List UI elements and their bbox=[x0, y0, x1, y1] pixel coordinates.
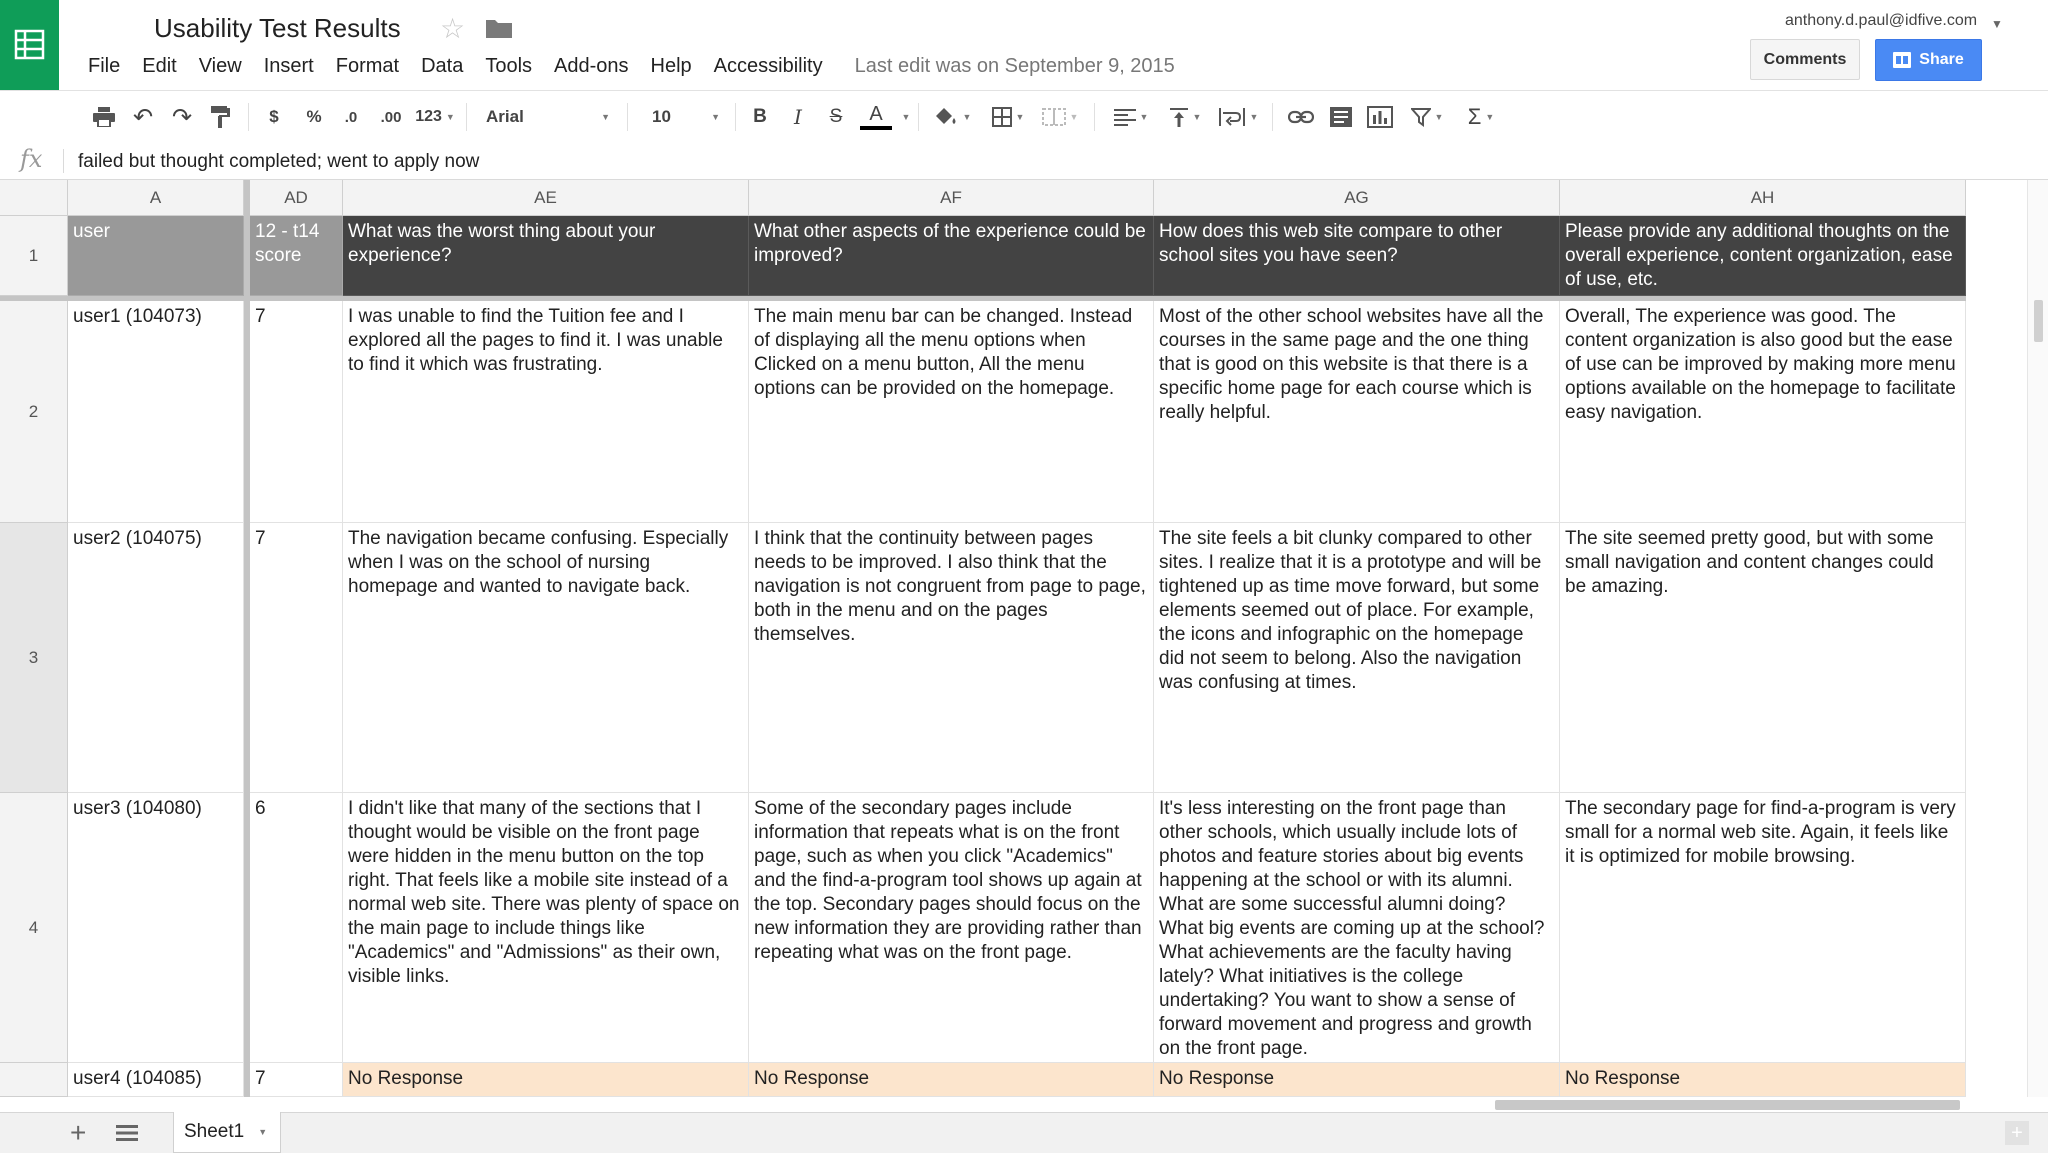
decrease-decimals-button[interactable]: .0 bbox=[344, 108, 358, 126]
toolbar bbox=[0, 90, 2048, 144]
text-color-button[interactable] bbox=[858, 91, 894, 143]
cell-header-worst-thing[interactable]: What was the worst thing about your experience? bbox=[343, 216, 749, 296]
text-color-chevron-down-icon[interactable]: ▼ bbox=[901, 112, 911, 122]
cell-header-user[interactable]: user bbox=[68, 216, 244, 296]
font-family-value: Arial bbox=[486, 107, 524, 126]
function-fx-icon: fx bbox=[20, 145, 43, 173]
italic-button[interactable]: I bbox=[794, 105, 802, 129]
cell-worst-thing[interactable]: I was unable to find the Tuition fee and I explored all the pages to find it. I was unable to find it which was frustrating. bbox=[343, 301, 749, 523]
menu-format[interactable]: Format bbox=[335, 54, 400, 77]
text-color-swatch bbox=[860, 126, 892, 130]
share-button[interactable] bbox=[1875, 39, 1982, 81]
frozen-row-divider[interactable] bbox=[0, 296, 1966, 301]
row-header-3[interactable]: 3 bbox=[0, 523, 68, 793]
functions-button[interactable]: Σ ▼ bbox=[1467, 104, 1495, 129]
cell-additional-thoughts[interactable]: The site seemed pretty good, but with some small navigation and content changes could be amazing. bbox=[1560, 523, 1966, 793]
cell-comparison[interactable]: Most of the other school websites have all the courses in the same page and the one thing that is good on this website is that there is a specific home page for each course which is really helpful. bbox=[1154, 301, 1560, 523]
comments-button[interactable]: Comments bbox=[1750, 39, 1860, 80]
cell-improvements[interactable]: Some of the secondary pages include information that repeats what is on the front page, such as when you click "Academics" and the find-a-program tool shows up again at the top. Secondary pages should focus on the new information they are providing rather than repeating what was on the front page. bbox=[749, 793, 1154, 1063]
all-sheets-menu-icon[interactable] bbox=[116, 1125, 138, 1146]
vertical-scrollbar[interactable] bbox=[2027, 180, 2048, 1097]
cell-additional-thoughts[interactable]: No Response bbox=[1560, 1063, 1966, 1097]
chevron-down-icon: ▼ bbox=[711, 112, 720, 122]
cell-improvements[interactable]: The main menu bar can be changed. Instead of displaying all the menu options when Clicked on a menu button, All the menu options can be provided on the homepage. bbox=[749, 301, 1154, 523]
cell-user[interactable]: user2 (104075) bbox=[68, 523, 244, 793]
folder-icon[interactable] bbox=[486, 18, 512, 43]
increase-decimals-button[interactable]: .00 bbox=[380, 108, 402, 126]
percent-format-button[interactable]: % bbox=[306, 107, 322, 126]
share-label: Share bbox=[1919, 51, 1964, 68]
chevron-down-icon[interactable]: ▼ bbox=[258, 1127, 268, 1137]
cell-score[interactable]: 7 bbox=[250, 523, 343, 793]
insert-link-icon[interactable] bbox=[1286, 91, 1316, 143]
vertical-align-icon[interactable]: ▼ bbox=[1162, 91, 1208, 143]
row-header-1[interactable]: 1 bbox=[0, 216, 68, 296]
account-email[interactable]: anthony.d.paul@idfive.com bbox=[1785, 12, 1978, 29]
menu-add-ons[interactable]: Add-ons bbox=[554, 54, 629, 77]
menu-edit[interactable]: Edit bbox=[142, 54, 177, 77]
cell-worst-thing[interactable]: No Response bbox=[343, 1063, 749, 1097]
vertical-scrollbar-thumb[interactable] bbox=[2034, 300, 2043, 342]
cell-header-improvements[interactable]: What other aspects of the experience could be improved? bbox=[749, 216, 1154, 296]
star-icon[interactable]: ☆ bbox=[440, 13, 466, 44]
horizontal-scrollbar[interactable] bbox=[1480, 1097, 2027, 1111]
account-chevron-down-icon[interactable]: ▼ bbox=[1991, 17, 2003, 31]
formula-input[interactable]: failed but thought completed; went to apply now bbox=[78, 151, 480, 172]
cell-header-additional-thoughts[interactable]: Please provide any additional thoughts on the overall experience, content organization, ease of use, etc. bbox=[1560, 216, 1966, 296]
font-size-value: 10 bbox=[652, 107, 671, 126]
add-sheet-button[interactable]: + bbox=[70, 1117, 87, 1148]
chevron-down-icon: ▼ bbox=[601, 112, 610, 122]
select-all-corner[interactable] bbox=[0, 180, 68, 216]
bold-button[interactable]: B bbox=[753, 106, 767, 127]
font-family-select[interactable] bbox=[480, 91, 610, 143]
row-header-2[interactable]: 2 bbox=[0, 301, 68, 523]
sheet-bar bbox=[0, 1112, 2048, 1153]
sheet-tab-label: Sheet1 bbox=[184, 1121, 245, 1142]
merge-cells-icon[interactable]: ▼ bbox=[1036, 91, 1084, 143]
menu-bar bbox=[88, 54, 1175, 78]
paint-format-icon[interactable] bbox=[207, 91, 235, 143]
column-header-ag[interactable]: AG bbox=[1154, 180, 1560, 216]
menu-file[interactable]: File bbox=[88, 54, 121, 77]
cell-header-comparison[interactable]: How does this web site compare to other school sites you have seen? bbox=[1154, 216, 1560, 296]
cell-worst-thing[interactable]: The navigation became confusing. Especially when I was on the school of nursing homepage and wanted to navigate back. bbox=[343, 523, 749, 793]
menu-tools[interactable]: Tools bbox=[485, 54, 533, 77]
document-title[interactable]: Usability Test Results bbox=[154, 13, 401, 43]
more-formats-button[interactable] bbox=[412, 91, 458, 143]
text-color-label: A bbox=[869, 103, 883, 125]
cell-score[interactable]: 7 bbox=[250, 301, 343, 523]
horizontal-scrollbar-thumb[interactable] bbox=[1495, 1100, 1960, 1110]
cell-comparison[interactable]: It's less interesting on the front page than other schools, which usually include lots of photos and feature stories about big events happening at the school or with its alumni. What are some successful alumni doing? What big events are coming up at the school? What achievements are the faculty having lately? What initiatives is the college undertaking? You want to show a sense of forward movement and progress and growth on the front page. bbox=[1154, 793, 1560, 1063]
cell-user[interactable]: user1 (104073) bbox=[68, 301, 244, 523]
row-header-4[interactable]: 4 bbox=[0, 793, 68, 1063]
menu-accessibility[interactable]: Accessibility bbox=[713, 54, 823, 77]
column-header-ae[interactable]: AE bbox=[343, 180, 749, 216]
font-size-select[interactable] bbox=[640, 91, 720, 143]
chevron-down-icon: ▼ bbox=[445, 112, 455, 122]
cell-comparison[interactable]: The site feels a bit clunky compared to other sites. I realize that it is a prototype and will be tightened up as time move forward, but some elements seemed out of place. For example, the icons and infographic on the homepage did not seem to belong. Also the navigation was confusing at times. bbox=[1154, 523, 1560, 793]
row-header-5[interactable] bbox=[0, 1063, 68, 1097]
cell-additional-thoughts[interactable]: Overall, The experience was good. The content organization is also good but the ease of use can be improved by making more menu options available on the homepage to facilitate easy navigation. bbox=[1560, 301, 1966, 523]
lock-people-icon bbox=[1893, 52, 1911, 68]
menu-insert[interactable]: Insert bbox=[263, 54, 314, 77]
undo-icon[interactable]: ↶ bbox=[132, 103, 154, 131]
menu-view[interactable]: View bbox=[198, 54, 242, 77]
menu-data[interactable]: Data bbox=[421, 54, 464, 77]
redo-icon[interactable]: ↷ bbox=[171, 103, 193, 131]
cell-user[interactable]: user4 (104085) bbox=[68, 1063, 244, 1097]
cell-improvements[interactable]: No Response bbox=[749, 1063, 1154, 1097]
cell-user[interactable]: user3 (104080) bbox=[68, 793, 244, 1063]
last-edit-status[interactable]: Last edit was on September 9, 2015 bbox=[854, 54, 1175, 77]
insert-chart-icon[interactable] bbox=[1364, 91, 1396, 143]
frozen-column-divider[interactable] bbox=[244, 180, 250, 1097]
fill-color-icon[interactable]: ▼ bbox=[928, 91, 976, 143]
cell-score[interactable]: 7 bbox=[250, 1063, 343, 1097]
cell-comparison[interactable]: No Response bbox=[1154, 1063, 1560, 1097]
print-icon[interactable] bbox=[90, 91, 118, 143]
borders-icon[interactable]: ▼ bbox=[984, 91, 1032, 143]
cell-improvements[interactable]: I think that the continuity between pages needs to be improved. I also think that the navigation is not congruent from page to page, both in the menu and on the pages themselves. bbox=[749, 523, 1154, 793]
horizontal-align-icon[interactable]: ▼ bbox=[1108, 91, 1154, 143]
sheet-tab-sheet1[interactable] bbox=[173, 1112, 281, 1153]
spreadsheet-grid bbox=[0, 180, 1966, 1097]
more-formats-label: 123 bbox=[415, 108, 442, 125]
cell-worst-thing[interactable]: I didn't like that many of the sections that I thought would be visible on the front page were hidden in the menu button on the top right. That feels like a mobile site instead of a normal web site. There was plenty of space on the main page to include things like "Academics" and "Admissions" as their own, visible links. bbox=[343, 793, 749, 1063]
text-wrapping-icon[interactable]: ▼ bbox=[1214, 91, 1262, 143]
sheets-logo-icon[interactable] bbox=[0, 0, 59, 90]
currency-format-button[interactable]: $ bbox=[269, 107, 279, 126]
cell-header-score[interactable]: 12 - t14 score bbox=[250, 216, 343, 296]
cell-score[interactable]: 6 bbox=[250, 793, 343, 1063]
strikethrough-button[interactable]: S bbox=[829, 106, 843, 127]
sigma-icon: Σ bbox=[1467, 104, 1482, 129]
column-header-ah[interactable]: AH bbox=[1560, 180, 1966, 216]
formula-bar bbox=[0, 143, 2048, 180]
column-header-af[interactable]: AF bbox=[749, 180, 1154, 216]
menu-help[interactable]: Help bbox=[650, 54, 692, 77]
insert-comment-icon[interactable] bbox=[1326, 91, 1356, 143]
column-header-a[interactable]: A bbox=[68, 180, 244, 216]
column-header-ad[interactable]: AD bbox=[250, 180, 343, 216]
cell-additional-thoughts[interactable]: The secondary page for find-a-program is very small for a normal web site. Again, it feels like it is optimized for mobile browsing. bbox=[1560, 793, 1966, 1063]
filter-icon[interactable]: ▼ bbox=[1404, 91, 1450, 143]
explore-icon[interactable]: + bbox=[2005, 1121, 2029, 1145]
